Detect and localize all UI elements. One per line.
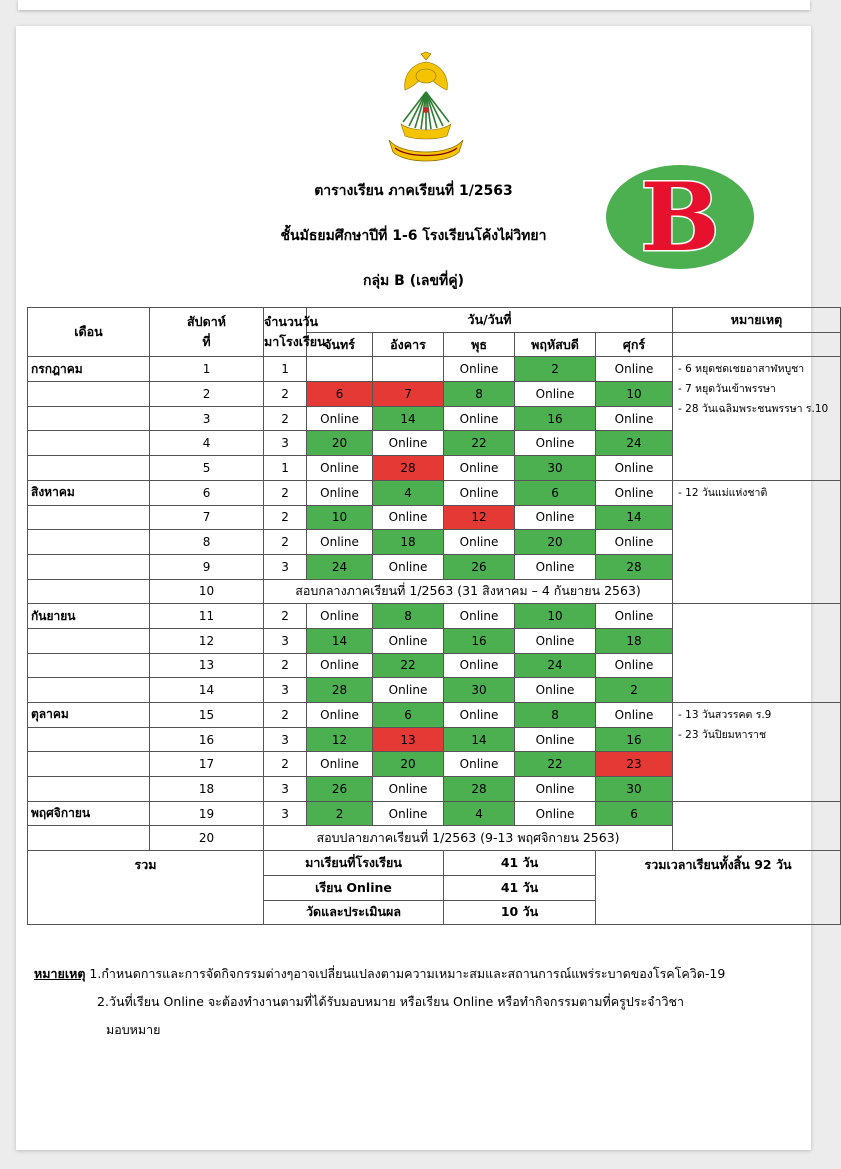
day-cell: Online [596, 480, 673, 505]
day-cell: 18 [596, 628, 673, 653]
weekday-monday: จันทร์ [307, 332, 373, 357]
school-days-cell: 2 [264, 604, 307, 629]
day-cell: Online [373, 554, 444, 579]
day-cell: Online [596, 604, 673, 629]
month-cell [28, 777, 150, 802]
day-cell: Online [596, 357, 673, 382]
month-cell: กันยายน [28, 604, 150, 629]
week-cell: 1 [150, 357, 264, 382]
day-cell: Online [307, 752, 373, 777]
school-days-cell: 3 [264, 678, 307, 703]
week-cell: 10 [150, 579, 264, 604]
day-cell: 14 [596, 505, 673, 530]
summary-label: รวม [28, 851, 264, 925]
week-header: สัปดาห์ ที่ [150, 308, 264, 357]
school-days-cell: 2 [264, 406, 307, 431]
day-cell: 6 [307, 382, 373, 407]
remark-cell [673, 801, 841, 850]
school-days-cell: 2 [264, 703, 307, 728]
school-days-cell: 3 [264, 801, 307, 826]
day-cell: 2 [307, 801, 373, 826]
month-cell [28, 579, 150, 604]
day-cell: 6 [596, 801, 673, 826]
day-cell: 6 [373, 703, 444, 728]
day-cell: 20 [373, 752, 444, 777]
school-days-cell: 3 [264, 628, 307, 653]
school-days-cell: 2 [264, 653, 307, 678]
week-cell: 17 [150, 752, 264, 777]
remark-line-3: มอบหมาย [106, 1022, 161, 1037]
day-cell: Online [373, 678, 444, 703]
day-cell: 30 [515, 456, 596, 481]
week-cell: 19 [150, 801, 264, 826]
day-cell: 16 [444, 628, 515, 653]
day-cell: Online [515, 727, 596, 752]
svg-text:B: B [640, 163, 720, 273]
day-cell: 12 [444, 505, 515, 530]
exam-cell: สอบปลายภาคเรียนที่ 1/2563 (9-13 พฤศจิกายน 2563) [264, 826, 673, 851]
day-cell: Online [515, 431, 596, 456]
week-cell: 14 [150, 678, 264, 703]
day-cell: 28 [307, 678, 373, 703]
day-cell [307, 357, 373, 382]
day-cell: 28 [596, 554, 673, 579]
day-cell: Online [596, 530, 673, 555]
remark-cell [673, 357, 841, 480]
week-cell: 12 [150, 628, 264, 653]
day-cell: 28 [373, 456, 444, 481]
day-cell: Online [373, 431, 444, 456]
day-cell: Online [444, 480, 515, 505]
day-cell: 22 [373, 653, 444, 678]
day-cell: 20 [307, 431, 373, 456]
weekday-wednesday: พุธ [444, 332, 515, 357]
week-cell: 11 [150, 604, 264, 629]
day-cell: Online [515, 777, 596, 802]
day-cell: 8 [373, 604, 444, 629]
schedule-table [27, 307, 841, 925]
day-cell: 10 [596, 382, 673, 407]
day-cell: Online [373, 505, 444, 530]
schedule-body [28, 357, 841, 851]
week-cell: 8 [150, 530, 264, 555]
day-cell: Online [373, 628, 444, 653]
school-days-cell: 3 [264, 431, 307, 456]
day-cell: Online [307, 406, 373, 431]
week-cell: 4 [150, 431, 264, 456]
month-cell [28, 382, 150, 407]
month-cell: ตุลาคม [28, 703, 150, 728]
remark-text-1: 1.กำหนดการและการจัดกิจกรรมต่างๆอาจเปลี่ยนแปลงตามความเหมาะสมและสถานการณ์แพร่ระบาดของโรคโควิด-19 [85, 966, 726, 981]
day-cell: 4 [444, 801, 515, 826]
week-cell: 13 [150, 653, 264, 678]
month-cell [28, 456, 150, 481]
remark-note: - 23 วันปิยมหาราช [678, 729, 767, 741]
school-days-cell: 2 [264, 530, 307, 555]
school-days-cell: 2 [264, 752, 307, 777]
summary-item-value: 41 วัน [444, 851, 596, 876]
day-cell: 16 [596, 727, 673, 752]
previous-page-edge [18, 0, 810, 10]
month-cell: พฤศจิกายน [28, 801, 150, 826]
day-cell: Online [444, 530, 515, 555]
school-days-cell: 2 [264, 505, 307, 530]
weekday-tuesday: อังคาร [373, 332, 444, 357]
day-cell: 30 [596, 777, 673, 802]
school-days-cell: 2 [264, 382, 307, 407]
week-cell: 7 [150, 505, 264, 530]
weekday-thursday: พฤหัสบดี [515, 332, 596, 357]
day-cell: 26 [444, 554, 515, 579]
day-cell: Online [373, 801, 444, 826]
month-cell [28, 406, 150, 431]
day-cell [373, 357, 444, 382]
month-header: เดือน [28, 308, 150, 357]
day-cell: 24 [307, 554, 373, 579]
remarks-label: หมายเหตุ [34, 966, 86, 981]
day-cell: Online [515, 678, 596, 703]
month-cell [28, 678, 150, 703]
summary-item-label: เรียน Online [264, 875, 444, 900]
month-cell [28, 653, 150, 678]
day-cell: 30 [444, 678, 515, 703]
remark-note: - 7 หยุดวันเข้าพรรษา [678, 383, 776, 396]
school-emblem-icon [381, 52, 471, 170]
day-cell: Online [307, 703, 373, 728]
day-cell: Online [373, 777, 444, 802]
day-cell: 18 [373, 530, 444, 555]
day-cell: 8 [515, 703, 596, 728]
month-cell [28, 727, 150, 752]
day-cell: 10 [515, 604, 596, 629]
day-date-header: วัน/วันที่ [307, 308, 673, 333]
week-cell: 6 [150, 480, 264, 505]
week-cell: 9 [150, 554, 264, 579]
day-cell: Online [515, 382, 596, 407]
remark-note: - 12 วันแม่แห่งชาติ [678, 486, 768, 499]
day-cell: 4 [373, 480, 444, 505]
week-cell: 3 [150, 406, 264, 431]
weekday-friday: ศุกร์ [596, 332, 673, 357]
day-cell: Online [444, 406, 515, 431]
day-cell: Online [444, 456, 515, 481]
table-row [28, 801, 841, 826]
school-days-cell: 3 [264, 727, 307, 752]
month-cell [28, 752, 150, 777]
day-cell: 22 [515, 752, 596, 777]
day-cell: 20 [515, 530, 596, 555]
remark-cell [673, 480, 841, 603]
day-cell: Online [444, 703, 515, 728]
day-cell: 24 [596, 431, 673, 456]
day-cell: 6 [515, 480, 596, 505]
table-row [28, 357, 841, 382]
day-cell: Online [307, 480, 373, 505]
day-cell: Online [444, 653, 515, 678]
day-cell: 10 [307, 505, 373, 530]
table-row [28, 604, 841, 629]
week-cell: 15 [150, 703, 264, 728]
day-cell: Online [515, 628, 596, 653]
day-cell: Online [307, 456, 373, 481]
document-page [16, 26, 829, 1150]
day-cell: 2 [596, 678, 673, 703]
day-cell: 8 [444, 382, 515, 407]
day-cell: Online [307, 604, 373, 629]
table-row [28, 703, 841, 728]
summary-item-label: วัดและประเมินผล [264, 900, 444, 925]
day-cell: 12 [307, 727, 373, 752]
school-days-cell: 1 [264, 456, 307, 481]
title-group: กลุ่ม B (เลขที่คู่) [362, 273, 465, 289]
day-cell: Online [307, 530, 373, 555]
summary-item-value: 10 วัน [444, 900, 596, 925]
remark-note: - 13 วันสวรรคต ร.9 [678, 709, 772, 721]
day-cell: 16 [515, 406, 596, 431]
table-row [28, 480, 841, 505]
month-cell [28, 431, 150, 456]
summary-row [28, 851, 841, 876]
school-days-cell: 2 [264, 480, 307, 505]
remark-cell [673, 604, 841, 703]
day-cell: 13 [373, 727, 444, 752]
week-cell: 20 [150, 826, 264, 851]
day-cell: 14 [307, 628, 373, 653]
exam-cell: สอบกลางภาคเรียนที่ 1/2563 (31 สิงหาคม – 4 กันยายน 2563) [264, 579, 673, 604]
remark-header: หมายเหตุ [673, 308, 841, 333]
day-cell: 24 [515, 653, 596, 678]
remark-line-2: 2.วันที่เรียน Online จะต้องทำงานตามที่ได้รับมอบหมาย หรือเรียน Online หรือทำกิจกรรมตามที่ครูประจำวิชา [97, 994, 685, 1009]
remark-note: - 28 วันเฉลิมพระชนพรรษา ร.10 [678, 403, 829, 416]
month-cell [28, 554, 150, 579]
day-cell: 22 [444, 431, 515, 456]
summary-item-label: มาเรียนที่โรงเรียน [264, 851, 444, 876]
day-cell: Online [596, 406, 673, 431]
week-cell: 2 [150, 382, 264, 407]
summary-total: รวมเวลาเรียนทั้งสิ้น 92 วัน [596, 851, 841, 925]
day-cell: 14 [373, 406, 444, 431]
day-cell: Online [515, 554, 596, 579]
summary-item-value: 41 วัน [444, 875, 596, 900]
remark-cell [673, 703, 841, 802]
remark-note: - 6 หยุดชดเชยอาสาฬหบูชา [678, 363, 805, 376]
header-row-1 [28, 308, 841, 333]
day-cell: 7 [373, 382, 444, 407]
title-school: ชั้นมัธยมศึกษาปีที่ 1-6 โรงเรียนโค้งไผ่วิทยา [280, 228, 547, 244]
month-cell: กรกฎาคม [28, 357, 150, 382]
month-cell [28, 530, 150, 555]
school-days-cell: 1 [264, 357, 307, 382]
week-cell: 18 [150, 777, 264, 802]
day-cell: Online [444, 357, 515, 382]
title-semester: ตารางเรียน ภาคเรียนที่ 1/2563 [314, 183, 513, 199]
day-cell: 2 [515, 357, 596, 382]
day-cell: 28 [444, 777, 515, 802]
day-cell: Online [444, 752, 515, 777]
day-cell: Online [596, 653, 673, 678]
day-cell: 23 [596, 752, 673, 777]
school-days-cell: 3 [264, 554, 307, 579]
week-cell: 5 [150, 456, 264, 481]
day-cell: Online [307, 653, 373, 678]
month-cell [28, 826, 150, 851]
remarks-section [34, 960, 725, 1044]
day-cell: Online [596, 456, 673, 481]
remark-line-1 [34, 960, 725, 988]
week-cell: 16 [150, 727, 264, 752]
summary-body [28, 851, 841, 925]
month-cell [28, 505, 150, 530]
day-cell: Online [596, 703, 673, 728]
remark-subheader [673, 332, 841, 357]
school-days-header: จำนวนวัน มาโรงเรียน [264, 308, 307, 357]
day-cell: 14 [444, 727, 515, 752]
month-cell [28, 628, 150, 653]
month-cell: สิงหาคม [28, 480, 150, 505]
day-cell: Online [444, 604, 515, 629]
day-cell: Online [515, 801, 596, 826]
school-days-cell: 3 [264, 777, 307, 802]
day-cell: 26 [307, 777, 373, 802]
day-cell: Online [515, 505, 596, 530]
